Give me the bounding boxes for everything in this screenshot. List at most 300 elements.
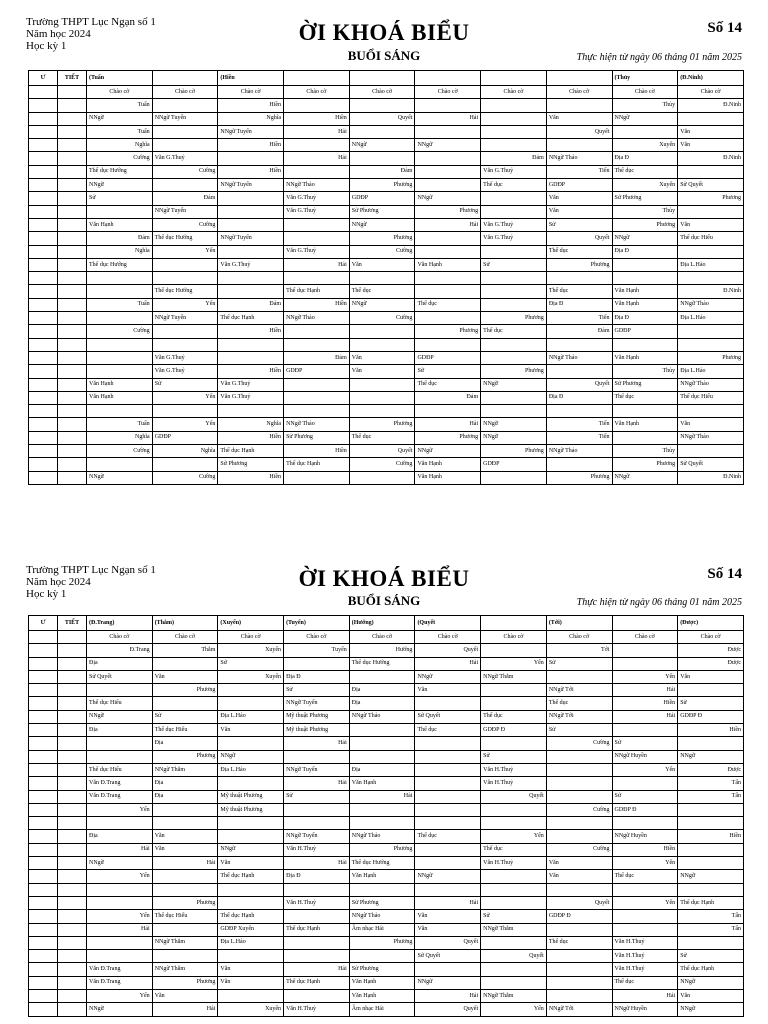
day-cell xyxy=(29,710,58,723)
schedule-cell xyxy=(284,338,350,351)
schedule-cell: Thể dục Hướng xyxy=(349,857,415,870)
day-cell xyxy=(29,245,58,258)
schedule-cell: Đảm xyxy=(218,298,284,311)
schedule-cell: Cường xyxy=(152,165,218,178)
schedule-cell xyxy=(152,258,218,271)
schedule-cell: NNgữ Tuyến xyxy=(218,125,284,138)
schedule-cell: NNgữ xyxy=(678,750,744,763)
schedule-cell: Sử Phương xyxy=(349,963,415,976)
table-row xyxy=(29,777,744,790)
day-cell xyxy=(29,990,58,1003)
schedule-cell xyxy=(415,777,481,790)
schedule-cell: NNgữ Tuyến xyxy=(152,312,218,325)
schedule-cell xyxy=(481,338,547,351)
schedule-cell xyxy=(612,405,678,418)
schedule-cell: Chào cờ xyxy=(152,631,218,644)
day-cell xyxy=(29,86,58,99)
schedule-cell xyxy=(152,883,218,896)
schedule-cell: Yến xyxy=(152,418,218,431)
schedule-cell: Văn H.Thuỷ xyxy=(612,963,678,976)
schedule-cell: Hiền xyxy=(218,471,284,484)
schedule-cell: NNgữ xyxy=(218,750,284,763)
schedule-cell: Văn xyxy=(546,857,612,870)
schedule-cell: Hải xyxy=(415,218,481,231)
schedule-cell: Văn Hạnh xyxy=(87,391,153,404)
schedule-cell: Chào cờ xyxy=(87,86,153,99)
table-row xyxy=(29,378,744,391)
schedule-cell: Chào cờ xyxy=(612,86,678,99)
schedule-cell: Văn Hạnh xyxy=(349,976,415,989)
column-header-teacher xyxy=(152,71,218,86)
table-row xyxy=(29,285,744,298)
schedule-cell: Phương xyxy=(152,896,218,909)
schedule-cell: Mỹ thuật Phương xyxy=(218,790,284,803)
schedule-cell: Nghĩa xyxy=(87,245,153,258)
schedule-cell xyxy=(284,750,350,763)
period-cell xyxy=(58,923,87,936)
schedule-cell: Yến xyxy=(481,1003,547,1016)
schedule-cell xyxy=(678,803,744,816)
schedule-cell xyxy=(415,737,481,750)
schedule-cell xyxy=(218,697,284,710)
schedule-cell: NNgữ Thảo xyxy=(546,152,612,165)
schedule-cell: NNgữ Tuyến xyxy=(284,763,350,776)
schedule-cell xyxy=(546,139,612,152)
day-cell xyxy=(29,391,58,404)
schedule-cell xyxy=(481,737,547,750)
schedule-cell: Địa L.Hảo xyxy=(678,312,744,325)
schedule-cell: Thể dục xyxy=(546,936,612,949)
schedule-cell: Hiền xyxy=(678,724,744,737)
schedule-cell: Yến xyxy=(87,990,153,1003)
schedule-cell xyxy=(284,990,350,1003)
schedule-cell xyxy=(678,684,744,697)
schedule-cell: Phương xyxy=(349,418,415,431)
schedule-cell xyxy=(678,112,744,125)
schedule-cell xyxy=(152,923,218,936)
schedule-cell xyxy=(152,125,218,138)
schedule-cell: NNgữ Thắm xyxy=(152,763,218,776)
schedule-cell xyxy=(481,936,547,949)
schedule-cell xyxy=(481,963,547,976)
period-cell xyxy=(58,152,87,165)
table-row xyxy=(29,896,744,909)
table-row xyxy=(29,803,744,816)
table-row xyxy=(29,910,744,923)
schedule-cell xyxy=(678,325,744,338)
schedule-cell: Văn Hạnh xyxy=(415,258,481,271)
schedule-cell: Chào cờ xyxy=(87,631,153,644)
period-cell xyxy=(58,750,87,763)
schedule-cell: Sử xyxy=(152,710,218,723)
schedule-cell: GDĐP Đ xyxy=(546,910,612,923)
schedule-cell: Hải xyxy=(612,684,678,697)
table-row xyxy=(29,710,744,723)
schedule-cell xyxy=(612,125,678,138)
column-header-teacher: (Hiền xyxy=(218,71,284,86)
schedule-cell: Hải xyxy=(415,112,481,125)
schedule-cell xyxy=(349,750,415,763)
schedule-cell: Chào cờ xyxy=(612,631,678,644)
schedule-cell xyxy=(415,817,481,830)
schedule-cell xyxy=(349,125,415,138)
day-cell xyxy=(29,378,58,391)
schedule-cell xyxy=(284,471,350,484)
schedule-cell: Văn xyxy=(152,670,218,683)
schedule-cell: Sử xyxy=(481,750,547,763)
schedule-cell xyxy=(152,657,218,670)
day-cell xyxy=(29,125,58,138)
schedule-cell: Thể dục Hạnh xyxy=(284,285,350,298)
schedule-cell: Hải xyxy=(87,923,153,936)
schedule-cell: NNgữ xyxy=(415,870,481,883)
day-cell xyxy=(29,963,58,976)
schedule-cell xyxy=(218,883,284,896)
schedule-cell: Chào cờ xyxy=(546,631,612,644)
schedule-cell: NNgữ xyxy=(415,139,481,152)
period-cell xyxy=(58,803,87,816)
schedule-cell: GDĐP Xuyến xyxy=(218,923,284,936)
schedule-cell: Yến xyxy=(612,857,678,870)
schedule-cell: Văn H.Thuỷ xyxy=(284,843,350,856)
schedule-cell: Văn Đ.Trang xyxy=(87,963,153,976)
schedule-cell xyxy=(612,272,678,285)
schedule-cell: Thể dục xyxy=(612,870,678,883)
schedule-cell: Hải xyxy=(612,710,678,723)
schedule-cell: Phương xyxy=(349,179,415,192)
schedule-cell xyxy=(612,338,678,351)
period-cell xyxy=(58,258,87,271)
schedule-cell: Mỹ thuật Phương xyxy=(284,724,350,737)
schedule-cell: Quyết xyxy=(481,950,547,963)
table-row xyxy=(29,445,744,458)
schedule-cell: Địa xyxy=(87,830,153,843)
schedule-cell xyxy=(546,950,612,963)
period-cell xyxy=(58,1003,87,1016)
period-cell xyxy=(58,737,87,750)
schedule-cell xyxy=(415,803,481,816)
schedule-cell: Thắm xyxy=(152,644,218,657)
day-cell xyxy=(29,445,58,458)
table-row xyxy=(29,737,744,750)
schedule-cell: Văn Đ.Trang xyxy=(87,777,153,790)
schedule-cell: Âm nhạc Hải xyxy=(349,1003,415,1016)
schedule-cell: Thể dục xyxy=(546,697,612,710)
schedule-cell xyxy=(415,152,481,165)
day-cell xyxy=(29,418,58,431)
column-header-teacher: (Được) xyxy=(678,616,744,631)
schedule-cell: Quyết xyxy=(415,644,481,657)
schedule-cell: Thể dục xyxy=(481,325,547,338)
table-row xyxy=(29,817,744,830)
schedule-cell: Chào cờ xyxy=(218,631,284,644)
column-header-teacher: (Đ.Ninh) xyxy=(678,71,744,86)
period-cell xyxy=(58,431,87,444)
schedule-cell: Văn Đ.Trang xyxy=(87,976,153,989)
schedule-cell xyxy=(218,152,284,165)
schedule-cell: Thể dục Hạnh xyxy=(218,870,284,883)
schedule-cell: Văn xyxy=(218,963,284,976)
schedule-cell: Đảm xyxy=(152,192,218,205)
day-cell xyxy=(29,1003,58,1016)
period-cell xyxy=(58,232,87,245)
schedule-cell: NNgữ Thắm xyxy=(481,670,547,683)
schedule-cell xyxy=(284,803,350,816)
schedule-cell: Văn G.Thuỷ xyxy=(481,165,547,178)
day-cell xyxy=(29,644,58,657)
schedule-cell xyxy=(284,378,350,391)
timetable-grid xyxy=(28,615,744,1017)
schedule-cell: Văn H.Thuỷ xyxy=(481,777,547,790)
period-cell xyxy=(58,205,87,218)
schedule-cell: Sử xyxy=(678,697,744,710)
period-cell xyxy=(58,910,87,923)
schedule-cell: Thể dục xyxy=(481,179,547,192)
schedule-cell xyxy=(349,724,415,737)
schedule-cell: Hải xyxy=(415,657,481,670)
table-row xyxy=(29,950,744,963)
schedule-cell xyxy=(87,750,153,763)
schedule-cell xyxy=(284,391,350,404)
schedule-cell xyxy=(481,817,547,830)
schedule-cell xyxy=(546,830,612,843)
day-cell xyxy=(29,458,58,471)
schedule-cell: Sử xyxy=(284,684,350,697)
schedule-cell: Thể dục xyxy=(546,285,612,298)
schedule-cell: Thể dục xyxy=(546,245,612,258)
column-header-teacher: (Tới) xyxy=(546,616,612,631)
schedule-cell: Cường xyxy=(152,471,218,484)
table-row xyxy=(29,657,744,670)
schedule-cell xyxy=(546,777,612,790)
schedule-cell: Địa xyxy=(87,657,153,670)
schedule-cell xyxy=(218,245,284,258)
schedule-cell: Đ.Ninh xyxy=(678,99,744,112)
schedule-cell: Hải xyxy=(284,125,350,138)
schedule-cell: Được xyxy=(678,644,744,657)
schedule-cell: NNgữ Thắm xyxy=(152,936,218,949)
schedule-cell xyxy=(481,125,547,138)
schedule-cell: NNgữ Thảo xyxy=(678,378,744,391)
day-cell xyxy=(29,750,58,763)
schedule-cell: Quyết xyxy=(415,1003,481,1016)
schedule-cell xyxy=(152,272,218,285)
schedule-cell: Văn G.Thuỷ xyxy=(218,258,284,271)
session-label: BUỔI SÁNG xyxy=(347,593,421,608)
schedule-cell: Sử xyxy=(678,950,744,963)
column-header-teacher: (Tuấn xyxy=(87,71,153,86)
schedule-cell xyxy=(87,205,153,218)
schedule-cell: Thể dục Hiếu xyxy=(87,763,153,776)
schedule-cell: NNgữ xyxy=(87,112,153,125)
schedule-cell: Thể dục Hiếu xyxy=(152,910,218,923)
table-row xyxy=(29,883,744,896)
day-cell xyxy=(29,205,58,218)
schedule-cell: Thể dục xyxy=(612,165,678,178)
period-cell xyxy=(58,710,87,723)
schedule-cell: Sử xyxy=(481,258,547,271)
schedule-cell: NNgữ xyxy=(415,192,481,205)
schedule-cell: Hướng xyxy=(349,644,415,657)
period-cell xyxy=(58,724,87,737)
table-row xyxy=(29,205,744,218)
schedule-cell: NNgữ Tuyến xyxy=(284,697,350,710)
schedule-cell xyxy=(218,990,284,1003)
schedule-cell: Thể dục Hạnh xyxy=(218,910,284,923)
period-cell xyxy=(58,763,87,776)
day-cell xyxy=(29,697,58,710)
day-cell xyxy=(29,724,58,737)
schedule-cell: Địa xyxy=(152,737,218,750)
schedule-cell: Văn Hạnh xyxy=(612,351,678,364)
schedule-cell: NNgữ xyxy=(678,870,744,883)
schedule-cell: Văn G.Thuỷ xyxy=(218,391,284,404)
schedule-cell xyxy=(612,777,678,790)
schedule-cell: Tấn xyxy=(678,923,744,936)
schedule-cell: Địa xyxy=(349,697,415,710)
schedule-cell xyxy=(349,670,415,683)
table-row xyxy=(29,670,744,683)
schedule-cell: Chào cờ xyxy=(546,86,612,99)
table-row xyxy=(29,790,744,803)
schedule-cell: NNgữ xyxy=(87,710,153,723)
day-cell xyxy=(29,790,58,803)
schedule-cell: Thể dục xyxy=(349,431,415,444)
schedule-cell: Thể dục Hướng xyxy=(152,232,218,245)
schedule-cell: Văn Hạnh xyxy=(415,471,481,484)
schedule-cell: Địa xyxy=(349,763,415,776)
schedule-cell xyxy=(678,737,744,750)
schedule-cell: Phương xyxy=(415,205,481,218)
schedule-cell xyxy=(218,777,284,790)
schedule-cell: GDĐP xyxy=(284,365,350,378)
schedule-cell: Văn G.Thuỷ xyxy=(481,232,547,245)
schedule-cell: Tiến xyxy=(546,418,612,431)
day-cell xyxy=(29,312,58,325)
schedule-cell: Sử xyxy=(152,378,218,391)
period-cell xyxy=(58,963,87,976)
schedule-cell: Tiến xyxy=(546,431,612,444)
schedule-cell: NNgữ xyxy=(349,298,415,311)
period-cell xyxy=(58,298,87,311)
column-header-teacher: (Đ.Trang) xyxy=(87,616,153,631)
schedule-cell: Phương xyxy=(481,445,547,458)
table-row xyxy=(29,458,744,471)
schedule-cell: NNgữ Tuyến xyxy=(152,205,218,218)
schedule-cell: Mỹ thuật Phương xyxy=(218,803,284,816)
column-header-teacher xyxy=(415,71,481,86)
day-cell xyxy=(29,471,58,484)
schedule-cell: Địa Đ xyxy=(546,391,612,404)
schedule-cell: Hải xyxy=(284,258,350,271)
schedule-cell: Đ.Ninh xyxy=(678,285,744,298)
schedule-cell: GDĐP xyxy=(349,192,415,205)
table-row xyxy=(29,245,744,258)
schedule-cell: Địa Đ xyxy=(284,670,350,683)
schedule-cell xyxy=(284,405,350,418)
schedule-cell: Nghĩa xyxy=(87,139,153,152)
schedule-cell xyxy=(415,245,481,258)
schedule-cell xyxy=(152,325,218,338)
column-header-period: TIẾT xyxy=(58,616,87,631)
schedule-cell: Phương xyxy=(481,365,547,378)
schedule-cell xyxy=(678,405,744,418)
schedule-cell xyxy=(349,99,415,112)
schedule-cell xyxy=(546,365,612,378)
schedule-cell xyxy=(87,684,153,697)
period-cell xyxy=(58,99,87,112)
period-cell xyxy=(58,338,87,351)
schedule-cell xyxy=(612,724,678,737)
schedule-cell: Văn xyxy=(678,125,744,138)
table-row xyxy=(29,125,744,138)
schedule-cell: Thể dục xyxy=(415,830,481,843)
schedule-cell: NNgữ Thảo xyxy=(546,351,612,364)
period-cell xyxy=(58,936,87,949)
schedule-cell xyxy=(612,910,678,923)
schedule-cell: Chào cờ xyxy=(284,631,350,644)
schedule-cell: NNgữ xyxy=(415,670,481,683)
schedule-cell: Địa Đ xyxy=(284,870,350,883)
schedule-cell: GDĐP xyxy=(415,351,481,364)
schedule-cell: Văn Hạnh xyxy=(87,218,153,231)
period-cell xyxy=(58,312,87,325)
schedule-cell xyxy=(152,139,218,152)
schedule-cell: NNgữ Thắm xyxy=(152,963,218,976)
schedule-cell: Sử Phương xyxy=(612,192,678,205)
table-row xyxy=(29,165,744,178)
effective-date: Thực hiện từ ngày 06 tháng 01 năm 2025 xyxy=(576,52,742,63)
schedule-cell: Hiền xyxy=(612,843,678,856)
schedule-cell xyxy=(546,272,612,285)
schedule-cell: Chào cờ xyxy=(218,86,284,99)
schedule-cell: Quyết xyxy=(546,896,612,909)
schedule-cell: Văn Hạnh xyxy=(415,458,481,471)
schedule-cell: Cường xyxy=(349,458,415,471)
schedule-cell: Tấn xyxy=(678,790,744,803)
schedule-cell xyxy=(678,857,744,870)
period-cell xyxy=(58,218,87,231)
schedule-cell xyxy=(415,285,481,298)
schedule-cell xyxy=(612,923,678,936)
schedule-cell: Văn Hạnh xyxy=(87,378,153,391)
schedule-cell: Phương xyxy=(612,458,678,471)
schedule-cell xyxy=(87,405,153,418)
schedule-cell xyxy=(612,817,678,830)
schedule-cell: Quyết xyxy=(546,125,612,138)
table-row xyxy=(29,724,744,737)
day-cell xyxy=(29,165,58,178)
schedule-cell: Hiền xyxy=(678,830,744,843)
day-cell xyxy=(29,896,58,909)
schedule-cell xyxy=(546,458,612,471)
day-cell xyxy=(29,803,58,816)
schedule-cell xyxy=(218,351,284,364)
schedule-cell xyxy=(349,378,415,391)
schedule-cell xyxy=(415,99,481,112)
timetable-sheet-2 xyxy=(0,560,768,1024)
schedule-cell: Thể dục Hạnh xyxy=(678,896,744,909)
period-cell xyxy=(58,684,87,697)
period-cell xyxy=(58,817,87,830)
schedule-cell: Sử Phương xyxy=(349,205,415,218)
schedule-cell: Yến xyxy=(87,870,153,883)
table-row xyxy=(29,631,744,644)
schedule-cell: Thủy xyxy=(612,445,678,458)
schedule-cell xyxy=(612,431,678,444)
table-row xyxy=(29,431,744,444)
schedule-cell: Xuyến xyxy=(612,179,678,192)
